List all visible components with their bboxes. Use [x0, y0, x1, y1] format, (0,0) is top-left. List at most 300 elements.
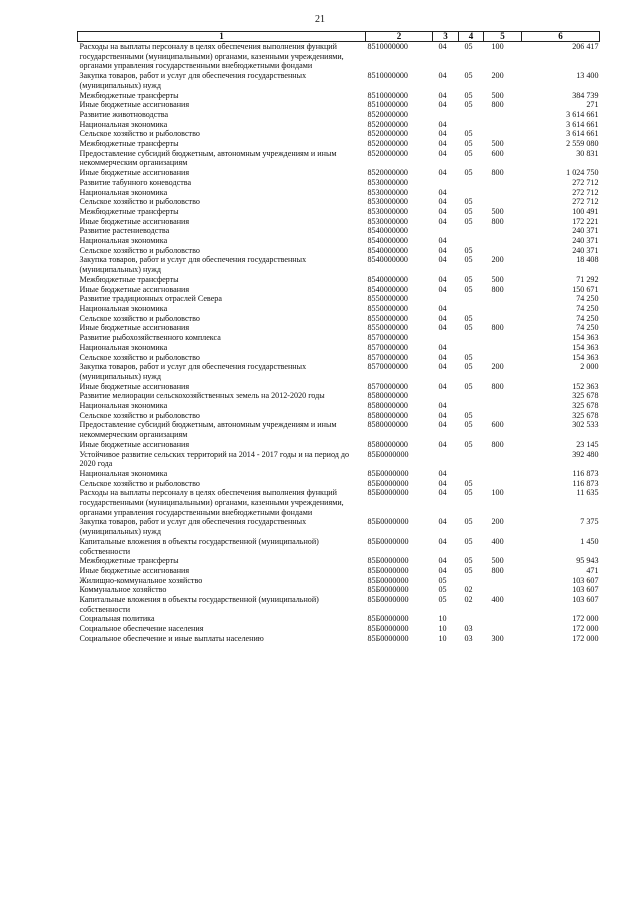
- row-subsection: [459, 120, 484, 130]
- table-row: [78, 188, 600, 198]
- table-row: [78, 614, 600, 624]
- row-name: Национальная экономика: [79, 119, 168, 129]
- row-section: 05: [438, 585, 447, 595]
- table-row: [78, 294, 600, 304]
- row-section: 04: [438, 148, 447, 158]
- row-type: 500: [491, 206, 504, 216]
- row-section: [433, 333, 459, 343]
- row-name: Сельское хозяйство и рыболовство: [79, 129, 200, 139]
- row-code: 8580000000: [367, 410, 408, 420]
- row-section: 04: [438, 362, 447, 372]
- row-subsection: 05: [464, 323, 473, 333]
- row-code: 8570000000: [367, 352, 408, 362]
- row-subsection: [459, 576, 484, 586]
- row-type: 600: [491, 420, 504, 430]
- row-code: 85Б0000000: [367, 585, 409, 595]
- row-type: 500: [491, 90, 504, 100]
- table-row: [78, 595, 600, 614]
- row-amount: 325 678: [572, 391, 599, 401]
- table-row: [78, 197, 600, 207]
- row-code: 8530000000: [367, 187, 408, 197]
- row-name: Развитие растениеводства: [79, 226, 170, 236]
- header-row: [78, 32, 600, 42]
- row-code: 8570000000: [367, 381, 408, 391]
- row-name: Иные бюджетные ассигнования: [79, 284, 190, 294]
- table-row: [78, 517, 600, 536]
- row-subsection: [459, 401, 484, 411]
- row-name: Иные бюджетные ассигнования: [79, 565, 190, 575]
- row-name: Иные бюджетные ассигнования: [79, 216, 190, 226]
- row-type: 200: [491, 255, 504, 265]
- table-row: [78, 382, 600, 392]
- row-type: 500: [491, 274, 504, 284]
- row-amount: 154 363: [572, 333, 599, 343]
- row-name: Сельское хозяйство и рыболовство: [79, 245, 200, 255]
- row-section: 04: [438, 284, 447, 294]
- row-section: 10: [438, 633, 447, 643]
- row-subsection: [459, 188, 484, 198]
- row-section: 04: [438, 197, 447, 207]
- row-code: 85Б0000000: [367, 468, 409, 478]
- row-amount: 3 614 661: [566, 109, 599, 119]
- row-subsection: 05: [464, 362, 473, 372]
- row-subsection: 05: [464, 100, 473, 110]
- row-section: 04: [438, 478, 447, 488]
- row-amount: 103 607: [572, 595, 599, 605]
- table-row: [78, 246, 600, 256]
- row-code: 8570000000: [367, 333, 408, 343]
- row-amount: 103 607: [572, 575, 599, 585]
- row-name: Национальная экономика: [79, 187, 168, 197]
- row-subsection: 05: [464, 90, 473, 100]
- row-section: 04: [438, 168, 447, 178]
- row-name: Межбюджетные трансферты: [79, 90, 179, 100]
- row-name: Иные бюджетные ассигнования: [79, 381, 190, 391]
- row-subsection: [459, 236, 484, 246]
- row-amount: 2 559 080: [566, 139, 599, 149]
- row-type: [484, 178, 522, 188]
- row-name: Межбюджетные трансферты: [79, 206, 179, 216]
- row-type: 800: [491, 381, 504, 391]
- row-subsection: 05: [464, 216, 473, 226]
- row-name: Развитие рыбохозяйственного комплекса: [79, 333, 221, 343]
- row-name: Иные бюджетные ассигнования: [79, 100, 190, 110]
- row-name: Социальная политика: [79, 614, 155, 624]
- row-section: 04: [438, 536, 447, 546]
- row-section: 04: [438, 236, 447, 246]
- table-row: [78, 469, 600, 479]
- row-section: 05: [438, 595, 447, 605]
- row-code: 85Б0000000: [367, 556, 409, 566]
- table-row: [78, 450, 600, 469]
- row-section: 04: [438, 323, 447, 333]
- row-code: 8580000000: [367, 439, 408, 449]
- row-type: 300: [491, 633, 504, 643]
- row-code: 85Б0000000: [367, 614, 409, 624]
- row-type: [484, 411, 522, 421]
- row-section: 04: [438, 401, 447, 411]
- row-name: Сельское хозяйство и рыболовство: [79, 352, 200, 362]
- row-amount: 154 363: [572, 342, 599, 352]
- row-type: 800: [491, 168, 504, 178]
- row-type: 100: [491, 42, 504, 51]
- row-code: 8540000000: [367, 245, 408, 255]
- row-amount: 172 000: [572, 624, 599, 634]
- row-subsection: [459, 391, 484, 401]
- row-code: 85Б0000000: [367, 575, 409, 585]
- row-amount: 7 375: [580, 517, 599, 527]
- row-subsection: 05: [464, 381, 473, 391]
- table-row: [78, 304, 600, 314]
- row-amount: 172 000: [572, 614, 599, 624]
- row-name: Расходы на выплаты персоналу в целях обеспечения выполнения функций государственными (муниципальными) органами, казенными учреждениями, органами управления государственными внебюджетными фондами: [79, 488, 344, 517]
- row-section: 04: [438, 42, 447, 51]
- row-name: Социальное обеспечение и иные выплаты населению: [79, 633, 264, 643]
- table-row: [78, 624, 600, 634]
- row-section: 04: [438, 187, 447, 197]
- row-subsection: 05: [464, 420, 473, 430]
- row-name: Закупка товаров, работ и услуг для обеспечения государственных (муниципальных) нужд: [79, 255, 307, 275]
- row-subsection: 05: [464, 352, 473, 362]
- table-row: [78, 556, 600, 566]
- row-section: 04: [438, 468, 447, 478]
- row-amount: 18 408: [576, 255, 599, 265]
- row-code: 85Б0000000: [367, 488, 409, 498]
- row-type: [484, 353, 522, 363]
- row-type: 600: [491, 148, 504, 158]
- row-amount: 11 635: [576, 488, 599, 498]
- row-code: 8530000000: [367, 206, 408, 216]
- table-row: [78, 391, 600, 401]
- row-subsection: [459, 333, 484, 343]
- row-subsection: [459, 304, 484, 314]
- row-subsection: 05: [464, 71, 473, 81]
- table-row: [78, 566, 600, 576]
- row-amount: 23 145: [576, 439, 599, 449]
- row-subsection: [459, 294, 484, 304]
- row-code: 8580000000: [367, 391, 408, 401]
- row-type: 800: [491, 565, 504, 575]
- table-row: [78, 275, 600, 285]
- row-name: Национальная экономика: [79, 468, 168, 478]
- row-name: Капитальные вложения в объекты государственной (муниципальной) собственности: [79, 595, 319, 614]
- row-name: Коммунальное хозяйство: [79, 585, 167, 595]
- row-subsection: [459, 226, 484, 236]
- row-code: 85Б0000000: [367, 449, 409, 459]
- row-subsection: [459, 343, 484, 353]
- row-section: 04: [438, 565, 447, 575]
- row-code: 85Б0000000: [367, 633, 409, 643]
- row-amount: 30 831: [576, 148, 599, 158]
- row-name: Капитальные вложения в объекты государственной (муниципальной) собственности: [79, 536, 319, 556]
- row-code: 8540000000: [367, 236, 408, 246]
- row-amount: 74 250: [576, 313, 599, 323]
- row-amount: 74 250: [576, 323, 599, 333]
- row-amount: 272 712: [572, 197, 599, 207]
- table-row: [78, 401, 600, 411]
- row-section: 04: [438, 139, 447, 149]
- table-row: [78, 314, 600, 324]
- row-code: 8510000000: [367, 100, 408, 110]
- row-type: 100: [491, 488, 504, 498]
- row-amount: 150 671: [572, 284, 599, 294]
- table-row: [78, 110, 600, 120]
- row-section: 04: [438, 100, 447, 110]
- row-type: [484, 129, 522, 139]
- row-code: 8540000000: [367, 226, 408, 236]
- row-code: 85Б0000000: [367, 536, 409, 546]
- row-type: [484, 479, 522, 489]
- row-type: [484, 469, 522, 479]
- row-name: Иные бюджетные ассигнования: [79, 168, 190, 178]
- row-code: 8530000000: [367, 216, 408, 226]
- row-subsection: 05: [464, 517, 473, 527]
- row-type: [484, 304, 522, 314]
- row-section: 04: [438, 303, 447, 313]
- row-type: 200: [491, 362, 504, 372]
- row-name: Закупка товаров, работ и услуг для обеспечения государственных (муниципальных) нужд: [79, 517, 307, 537]
- row-section: 04: [438, 313, 447, 323]
- row-type: 800: [491, 216, 504, 226]
- table-row: [78, 217, 600, 227]
- row-type: 200: [491, 71, 504, 81]
- row-code: 8550000000: [367, 313, 408, 323]
- table-row: [78, 420, 600, 439]
- row-type: [484, 624, 522, 634]
- row-section: 04: [438, 517, 447, 527]
- header-cell-section: 3: [433, 32, 459, 42]
- table-row: [78, 178, 600, 188]
- row-subsection: 05: [464, 139, 473, 149]
- row-name: Развитие традиционных отраслей Севера: [79, 294, 222, 304]
- row-name: Развитие мелиорации сельскохозяйственных земель на 2012-2020 годы: [79, 391, 325, 401]
- row-name: Национальная экономика: [79, 342, 168, 352]
- table-row: [78, 226, 600, 236]
- row-amount: 302 533: [572, 420, 599, 430]
- row-type: [484, 294, 522, 304]
- row-subsection: 02: [464, 595, 473, 605]
- row-section: 04: [438, 556, 447, 566]
- table-row: [78, 71, 600, 90]
- row-subsection: 05: [464, 197, 473, 207]
- table-row: [78, 488, 600, 517]
- row-section: 04: [438, 245, 447, 255]
- row-section: 04: [438, 420, 447, 430]
- row-code: 8550000000: [367, 323, 408, 333]
- row-type: 800: [491, 323, 504, 333]
- row-code: 8520000000: [367, 129, 408, 139]
- row-type: 800: [491, 284, 504, 294]
- table-body: [78, 42, 600, 644]
- row-subsection: 05: [464, 245, 473, 255]
- row-amount: 13 400: [576, 71, 599, 81]
- table-row: [78, 91, 600, 101]
- row-type: [484, 391, 522, 401]
- row-type: [484, 246, 522, 256]
- row-amount: 3 614 661: [566, 129, 599, 139]
- row-type: [484, 450, 522, 469]
- row-section: 04: [438, 129, 447, 139]
- row-type: 500: [491, 139, 504, 149]
- row-code: 8520000000: [367, 109, 408, 119]
- row-name: Межбюджетные трансферты: [79, 274, 179, 284]
- row-code: 8520000000: [367, 119, 408, 129]
- row-name: Национальная экономика: [79, 303, 168, 313]
- table-row: [78, 168, 600, 178]
- row-subsection: [459, 178, 484, 188]
- row-code: 8540000000: [367, 284, 408, 294]
- row-code: 8530000000: [367, 177, 408, 187]
- row-amount: 206 417: [572, 42, 599, 51]
- row-name: Межбюджетные трансферты: [79, 139, 179, 149]
- row-name: Устойчивое развитие сельских территорий на 2014 - 2017 годы и на период до 2020 года: [79, 449, 350, 469]
- budget-table: [77, 31, 600, 644]
- table-row: [78, 149, 600, 168]
- row-name: Сельское хозяйство и рыболовство: [79, 478, 200, 488]
- row-amount: 103 607: [572, 585, 599, 595]
- row-amount: 116 873: [572, 468, 599, 478]
- row-section: [433, 178, 459, 188]
- row-code: 8570000000: [367, 362, 408, 372]
- header-cell-code: 2: [366, 32, 433, 42]
- table-row: [78, 440, 600, 450]
- row-section: 04: [438, 216, 447, 226]
- row-code: 85Б0000000: [367, 517, 409, 527]
- row-name: Закупка товаров, работ и услуг для обеспечения государственных (муниципальных) нужд: [79, 71, 307, 90]
- row-subsection: 05: [464, 168, 473, 178]
- row-subsection: 05: [464, 274, 473, 284]
- table-row: [78, 343, 600, 353]
- row-amount: 74 250: [576, 294, 599, 304]
- row-section: 04: [438, 342, 447, 352]
- row-section: 04: [438, 255, 447, 265]
- row-section: 04: [438, 206, 447, 216]
- row-amount: 152 363: [572, 381, 599, 391]
- row-type: 200: [491, 517, 504, 527]
- row-section: 04: [438, 381, 447, 391]
- row-code: 8550000000: [367, 294, 408, 304]
- row-type: 400: [491, 536, 504, 546]
- row-subsection: [459, 614, 484, 624]
- row-amount: 3 614 661: [566, 119, 599, 129]
- row-code: 8540000000: [367, 274, 408, 284]
- row-amount: 325 678: [572, 410, 599, 420]
- table-row: [78, 120, 600, 130]
- row-subsection: 05: [464, 313, 473, 323]
- row-subsection: 05: [464, 488, 473, 498]
- row-section: 04: [438, 274, 447, 284]
- row-name: Иные бюджетные ассигнования: [79, 323, 190, 333]
- row-code: 85Б0000000: [367, 624, 409, 634]
- row-name: Социальное обеспечение населения: [79, 624, 204, 634]
- row-section: 04: [438, 71, 447, 81]
- row-amount: 95 943: [576, 556, 599, 566]
- row-name: Национальная экономика: [79, 401, 168, 411]
- header-cell-subsection: 4: [459, 32, 484, 42]
- page-number: 21: [315, 14, 325, 25]
- row-amount: 172 000: [572, 633, 599, 643]
- row-type: [484, 236, 522, 246]
- table-row: [78, 285, 600, 295]
- row-name: Предоставление субсидий бюджетным, автономным учреждениям и иным некоммерческим организациям: [79, 420, 337, 440]
- row-type: [484, 333, 522, 343]
- row-subsection: 05: [464, 255, 473, 265]
- row-subsection: [459, 469, 484, 479]
- row-name: Развитие табунного коневодства: [79, 177, 192, 187]
- row-amount: 172 221: [572, 216, 599, 226]
- row-subsection: 03: [464, 624, 473, 634]
- row-name: Закупка товаров, работ и услуг для обеспечения государственных (муниципальных) нужд: [79, 362, 307, 381]
- row-subsection: 05: [464, 410, 473, 420]
- row-section: [433, 450, 459, 469]
- table-row: [78, 585, 600, 595]
- table-row: [78, 100, 600, 110]
- row-name: Иные бюджетные ассигнования: [79, 439, 190, 449]
- table-row: [78, 634, 600, 644]
- table-row: [78, 255, 600, 274]
- table-row: [78, 139, 600, 149]
- row-subsection: 02: [464, 585, 473, 595]
- row-type: [484, 614, 522, 624]
- row-code: 85Б0000000: [367, 478, 409, 488]
- row-section: 10: [438, 624, 447, 634]
- row-section: 10: [438, 614, 447, 624]
- row-type: 500: [491, 556, 504, 566]
- table-row: [78, 42, 600, 72]
- table-row: [78, 236, 600, 246]
- row-amount: 392 480: [572, 449, 599, 459]
- row-name: Расходы на выплаты персоналу в целях обеспечения выполнения функций государственными (муниципальными) органами, казенными учреждениями, органами управления государственными внебюджетными фондами: [79, 42, 344, 71]
- row-amount: 100 491: [572, 206, 599, 216]
- row-code: 8550000000: [367, 303, 408, 313]
- row-name: Национальная экономика: [79, 236, 168, 246]
- table-row: [78, 411, 600, 421]
- row-code: 8580000000: [367, 420, 408, 430]
- row-section: 04: [438, 488, 447, 498]
- row-amount: 240 371: [572, 236, 599, 246]
- row-code: 8520000000: [367, 168, 408, 178]
- row-name: Предоставление субсидий бюджетным, автономным учреждениям и иным некоммерческим организациям: [79, 148, 337, 168]
- table-row: [78, 479, 600, 489]
- row-subsection: 05: [464, 478, 473, 488]
- row-section: [433, 391, 459, 401]
- row-code: 8540000000: [367, 255, 408, 265]
- row-type: 800: [491, 100, 504, 110]
- row-name: Сельское хозяйство и рыболовство: [79, 410, 200, 420]
- row-code: 8530000000: [367, 197, 408, 207]
- row-type: [484, 197, 522, 207]
- row-code: 85Б0000000: [367, 565, 409, 575]
- row-section: [433, 226, 459, 236]
- row-subsection: [459, 450, 484, 469]
- row-name: Сельское хозяйство и рыболовство: [79, 313, 200, 323]
- row-section: [433, 110, 459, 120]
- row-subsection: 05: [464, 536, 473, 546]
- table-row: [78, 323, 600, 333]
- row-type: [484, 314, 522, 324]
- row-code: 8510000000: [367, 42, 408, 51]
- row-amount: 271: [586, 100, 599, 110]
- table-row: [78, 576, 600, 586]
- row-name: Жилищно-коммунальное хозяйство: [79, 575, 203, 585]
- row-subsection: 05: [464, 284, 473, 294]
- row-subsection: 03: [464, 633, 473, 643]
- row-type: [484, 188, 522, 198]
- row-code: 8510000000: [367, 71, 408, 81]
- row-section: 05: [438, 575, 447, 585]
- table-row: [78, 129, 600, 139]
- row-type: [484, 585, 522, 595]
